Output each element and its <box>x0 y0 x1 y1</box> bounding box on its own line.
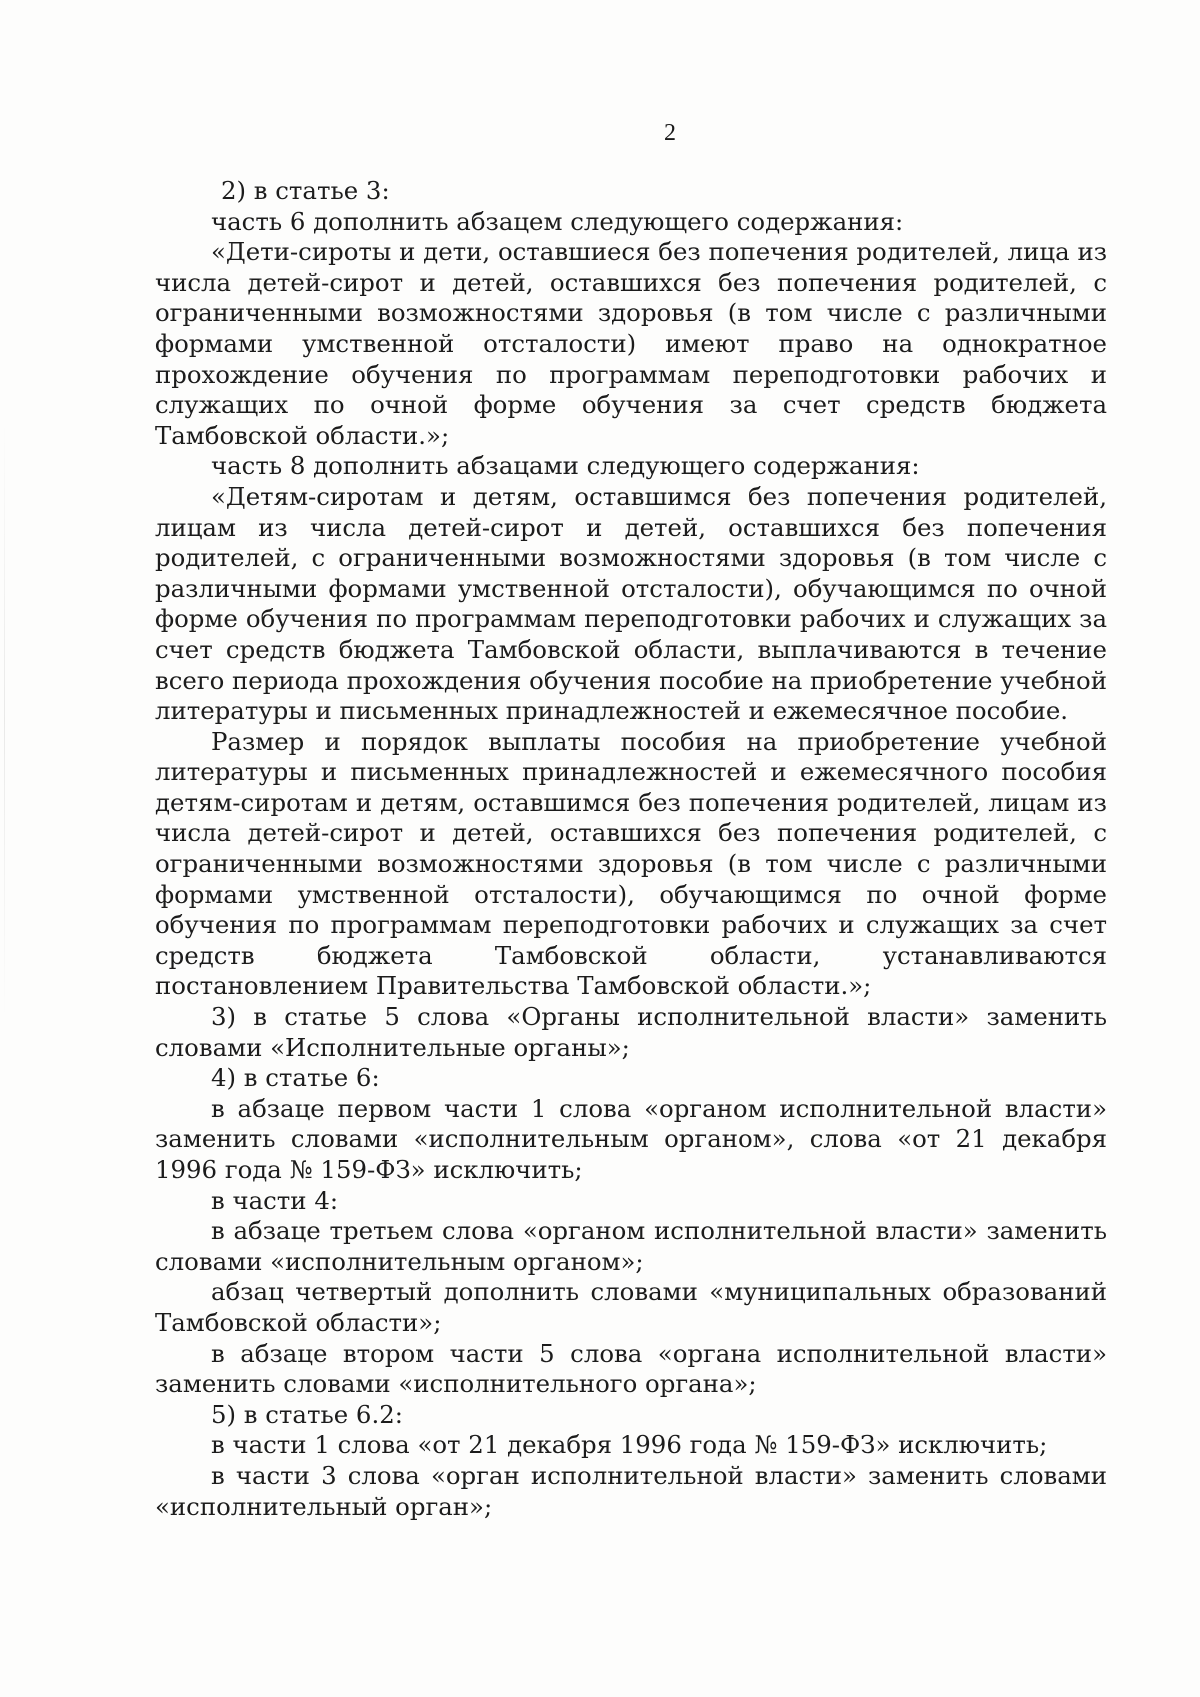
paragraph: «Дети-сироты и дети, оставшиеся без попечения родителей, лица из числа детей-сирот и детей, оставшихся без попечения родителей, с ограниченными возможностями здоровья (в том числе с различными формами умственной отсталости) имеют право на однократное прохождение обучения по программам переподготовки рабочих и служащих по очной форме обучения за счет средств бюджета Тамбовской области.»; <box>155 237 1107 450</box>
paragraph: в части 1 слова «от 21 декабря 1996 года № 159-ФЗ» исключить; <box>211 1430 1048 1460</box>
scan-edge-shadow <box>4 420 5 1020</box>
paragraph: часть 6 дополнить абзацем следующего содержания: <box>211 206 904 236</box>
paragraph: в части 3 слова «орган исполнительной власти» заменить словами «исполнительный орган»; <box>155 1460 1107 1521</box>
paragraph: в части 4: <box>211 1185 339 1215</box>
paragraph: в абзаце втором части 5 слова «органа исполнительной власти» заменить словами «исполнительного органа»; <box>155 1338 1107 1399</box>
paragraph: 5) в статье 6.2: <box>211 1399 403 1429</box>
paragraph: 3) в статье 5 слова «Органы исполнительной власти» заменить словами «Исполнительные органы»; <box>155 1002 1107 1062</box>
paragraph: часть 8 дополнить абзацами следующего содержания: <box>211 451 920 481</box>
paragraph: Размер и порядок выплаты пособия на приобретение учебной литературы и письменных принадлежностей и ежемесячного пособия детям-сиротам и детям, оставшимся без попечения родителей, лицам из числа детей-сирот и детей, оставшихся без попечения родителей, с ограниченными возможностями здоровья (в том числе с различными формами умственной отсталости), обучающимся по очной форме обучения по программам переподготовки рабочих и служащих за счет средств бюджета Тамбовской области, устанавливаются постановлением Правительства Тамбовской области.»; <box>155 726 1107 1001</box>
paragraph: «Детям-сиротам и детям, оставшимся без попечения родителей, лицам из числа детей-сирот и детей, оставшихся без попечения родителей, с ограниченными возможностями здоровья (в том числе с различными формами умственной отсталости), обучающимся по очной форме обучения по программам переподготовки рабочих и служащих за счет средств бюджета Тамбовской области, выплачиваются в течение всего периода прохождения обучения пособие на приобретение учебной литературы и письменных принадлежностей и ежемесячное пособие. <box>155 481 1107 726</box>
paragraph: 2) в статье 3: <box>221 176 390 205</box>
paragraph: в абзаце первом части 1 слова «органом исполнительной власти» заменить словами «исполнительным органом», слова «от 21 декабря 1996 года № 159-ФЗ» исключить; <box>155 1093 1107 1184</box>
paragraph: 4) в статье 6: <box>211 1063 380 1093</box>
page-number: 2 <box>664 120 676 146</box>
document-body <box>155 176 1107 1522</box>
paragraph: абзац четвертый дополнить словами «муниципальных образований Тамбовской области»; <box>155 1277 1107 1337</box>
paragraph: в абзаце третьем слова «органом исполнительной власти» заменить словами «исполнительным органом»; <box>155 1216 1107 1276</box>
